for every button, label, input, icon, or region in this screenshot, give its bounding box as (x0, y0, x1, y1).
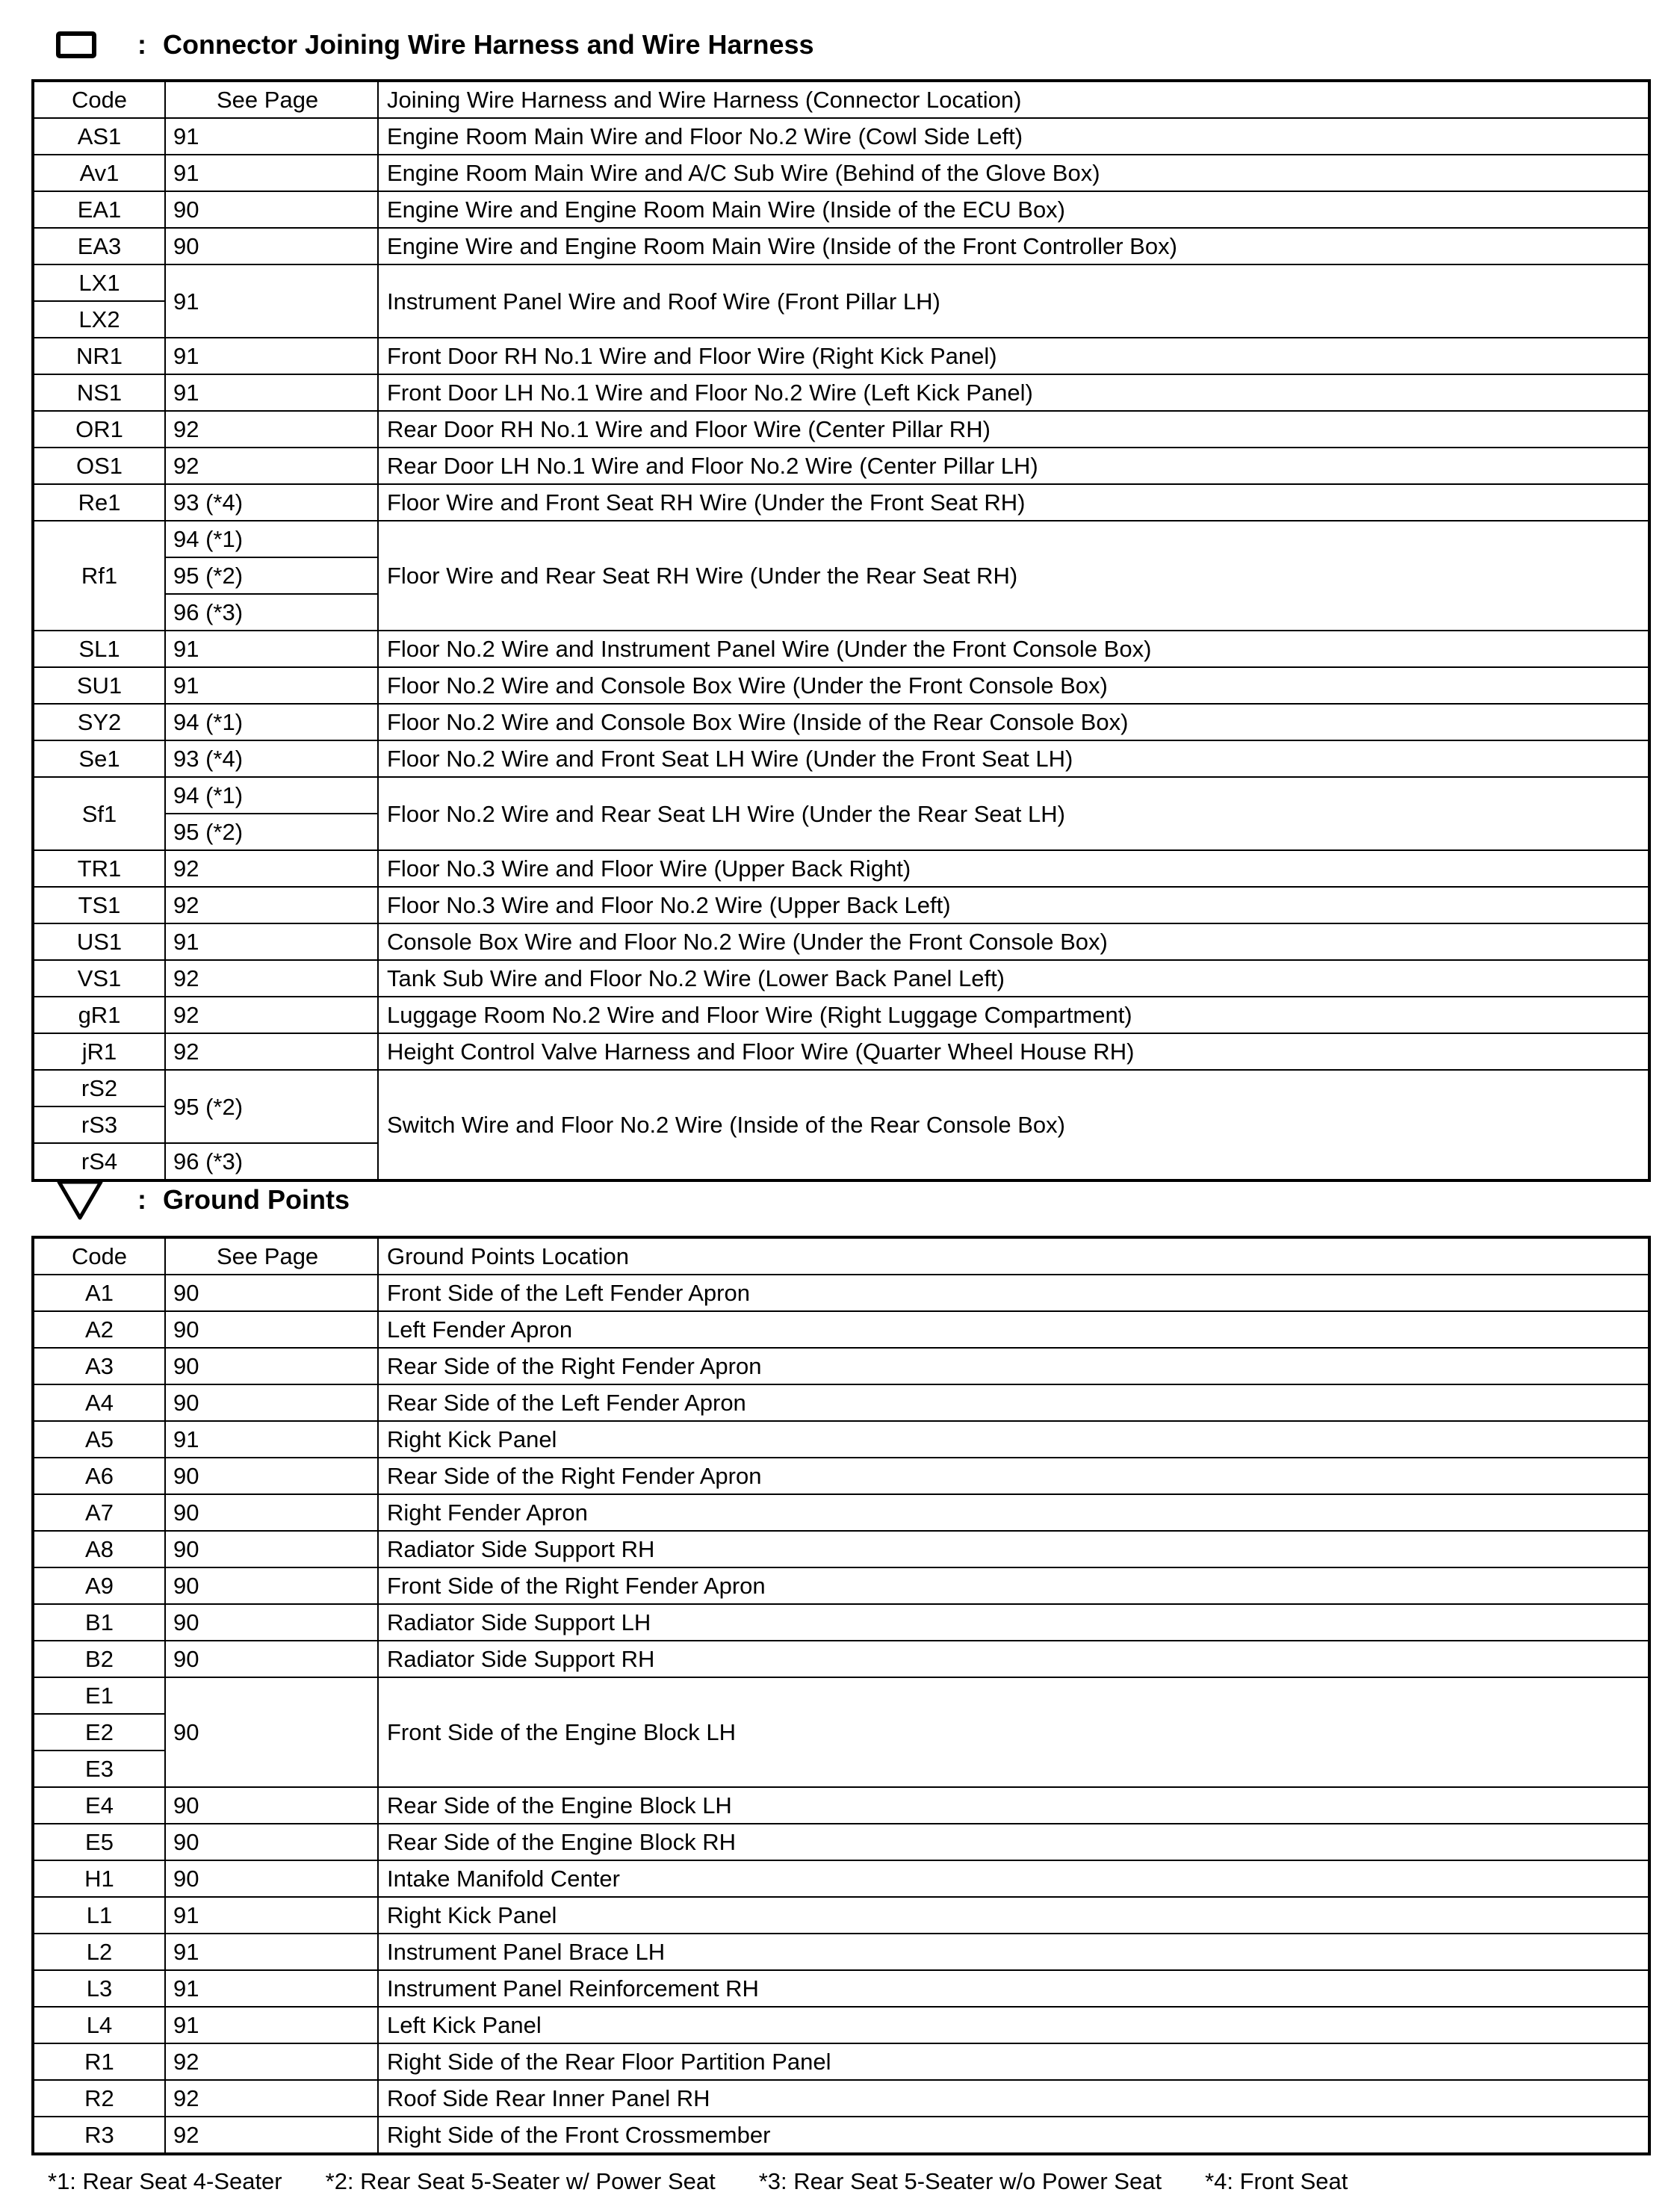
header-location: Ground Points Location (378, 1237, 1649, 1275)
see-page-cell: 90 (165, 228, 378, 264)
see-page-cell: 92 (165, 2080, 378, 2117)
section-colon: : (137, 1184, 146, 1215)
down-triangle-outline-icon (56, 1179, 104, 1221)
code-cell: R1 (33, 2043, 165, 2080)
location-cell: Rear Door RH No.1 Wire and Floor Wire (Center Pillar RH) (378, 411, 1649, 448)
table-row (33, 1348, 1649, 1384)
see-page-cell: 91 (165, 631, 378, 667)
location-cell: Height Control Valve Harness and Floor Wire (Quarter Wheel House RH) (378, 1033, 1649, 1070)
location-cell: Rear Side of the Right Fender Apron (378, 1348, 1649, 1384)
table-row (33, 1311, 1649, 1348)
header-row (33, 81, 1649, 118)
table-row (33, 191, 1649, 228)
section-colon: : (137, 29, 146, 60)
code-cell: E4 (33, 1787, 165, 1824)
table-row (33, 777, 1649, 814)
footnotes (48, 2168, 1654, 2195)
location-cell: Right Side of the Rear Floor Partition Panel (378, 2043, 1649, 2080)
ground-section-header (56, 1170, 350, 1230)
table-row (33, 850, 1649, 887)
location-cell: Rear Side of the Engine Block RH (378, 1824, 1649, 1860)
location-cell: Front Side of the Engine Block LH (378, 1677, 1649, 1787)
location-cell: Front Door LH No.1 Wire and Floor No.2 Wire (Left Kick Panel) (378, 374, 1649, 411)
see-page-cell: 95 (*2) (165, 1070, 378, 1143)
location-cell: Radiator Side Support RH (378, 1531, 1649, 1567)
see-page-cell: 95 (*2) (165, 557, 378, 594)
location-cell: Radiator Side Support RH (378, 1641, 1649, 1677)
connector-section-header (56, 15, 814, 75)
code-cell: EA1 (33, 191, 165, 228)
code-cell: LX1 (33, 264, 165, 301)
code-cell: A5 (33, 1421, 165, 1458)
table-row (33, 1641, 1649, 1677)
see-page-cell: 90 (165, 1384, 378, 1421)
location-cell: Rear Door LH No.1 Wire and Floor No.2 Wire (Center Pillar LH) (378, 448, 1649, 484)
code-cell: US1 (33, 923, 165, 960)
location-cell: Engine Wire and Engine Room Main Wire (Inside of the Front Controller Box) (378, 228, 1649, 264)
code-cell: Re1 (33, 484, 165, 521)
connector-table (31, 79, 1651, 1182)
code-cell: L3 (33, 1970, 165, 2007)
table-row (33, 155, 1649, 191)
code-cell: AS1 (33, 118, 165, 155)
location-cell: Left Kick Panel (378, 2007, 1649, 2043)
ground-table (31, 1236, 1651, 2155)
see-page-cell: 90 (165, 1311, 378, 1348)
code-cell: OR1 (33, 411, 165, 448)
code-cell: L4 (33, 2007, 165, 2043)
location-cell: Instrument Panel Wire and Roof Wire (Front Pillar LH) (378, 264, 1649, 338)
see-page-cell: 90 (165, 1494, 378, 1531)
location-cell: Engine Room Main Wire and Floor No.2 Wire (Cowl Side Left) (378, 118, 1649, 155)
table-row (33, 2043, 1649, 2080)
location-cell: Radiator Side Support LH (378, 1604, 1649, 1641)
square-outline-icon (56, 31, 96, 58)
table-row (33, 118, 1649, 155)
table-row (33, 2007, 1649, 2043)
code-cell: E1 (33, 1677, 165, 1714)
see-page-cell: 91 (165, 1970, 378, 2007)
see-page-cell: 90 (165, 1860, 378, 1897)
code-cell: H1 (33, 1860, 165, 1897)
table-row (33, 2080, 1649, 2117)
see-page-cell: 92 (165, 960, 378, 997)
code-cell: Av1 (33, 155, 165, 191)
code-cell: L2 (33, 1934, 165, 1970)
see-page-cell: 92 (165, 1033, 378, 1070)
code-cell: A8 (33, 1531, 165, 1567)
code-cell: L1 (33, 1897, 165, 1934)
code-cell: A3 (33, 1348, 165, 1384)
see-page-cell: 91 (165, 1897, 378, 1934)
see-page-cell: 90 (165, 1677, 378, 1787)
code-cell: rS2 (33, 1070, 165, 1106)
see-page-cell: 90 (165, 1641, 378, 1677)
see-page-cell: 90 (165, 1567, 378, 1604)
code-cell: A4 (33, 1384, 165, 1421)
see-page-cell: 90 (165, 1604, 378, 1641)
table-row (33, 1897, 1649, 1934)
see-page-cell: 96 (*3) (165, 1143, 378, 1180)
see-page-cell: 92 (165, 2117, 378, 2154)
see-page-cell: 90 (165, 1824, 378, 1860)
see-page-cell: 91 (165, 264, 378, 338)
footnote: *1: Rear Seat 4-Seater (48, 2168, 282, 2194)
code-cell: R3 (33, 2117, 165, 2154)
see-page-cell: 91 (165, 1421, 378, 1458)
table-row (33, 521, 1649, 557)
see-page-cell: 94 (*1) (165, 521, 378, 557)
code-cell: E2 (33, 1714, 165, 1751)
table-row (33, 1494, 1649, 1531)
location-cell: Floor No.3 Wire and Floor Wire (Upper Back Right) (378, 850, 1649, 887)
see-page-cell: 91 (165, 923, 378, 960)
see-page-cell: 92 (165, 997, 378, 1033)
code-cell: B2 (33, 1641, 165, 1677)
table-row (33, 1934, 1649, 1970)
see-page-cell: 92 (165, 411, 378, 448)
code-cell: A1 (33, 1275, 165, 1311)
location-cell: Floor No.2 Wire and Rear Seat LH Wire (Under the Rear Seat LH) (378, 777, 1649, 850)
code-cell: jR1 (33, 1033, 165, 1070)
location-cell: Console Box Wire and Floor No.2 Wire (Under the Front Console Box) (378, 923, 1649, 960)
see-page-cell: 91 (165, 374, 378, 411)
table-row (33, 631, 1649, 667)
location-cell: Right Kick Panel (378, 1897, 1649, 1934)
location-cell: Left Fender Apron (378, 1311, 1649, 1348)
location-cell: Engine Wire and Engine Room Main Wire (Inside of the ECU Box) (378, 191, 1649, 228)
code-cell: LX2 (33, 301, 165, 338)
code-cell: rS3 (33, 1106, 165, 1143)
location-cell: Floor Wire and Front Seat RH Wire (Under the Front Seat RH) (378, 484, 1649, 521)
code-cell: gR1 (33, 997, 165, 1033)
header-row (33, 1237, 1649, 1275)
header-see-page: See Page (165, 1237, 378, 1275)
location-cell: Floor No.3 Wire and Floor No.2 Wire (Upper Back Left) (378, 887, 1649, 923)
see-page-cell: 90 (165, 1348, 378, 1384)
table-row (33, 484, 1649, 521)
see-page-cell: 95 (*2) (165, 814, 378, 850)
code-cell: SU1 (33, 667, 165, 704)
code-cell: E5 (33, 1824, 165, 1860)
location-cell: Rear Side of the Engine Block LH (378, 1787, 1649, 1824)
see-page-cell: 92 (165, 448, 378, 484)
code-cell: A7 (33, 1494, 165, 1531)
table-row (33, 887, 1649, 923)
header-code: Code (33, 1237, 165, 1275)
code-cell: NR1 (33, 338, 165, 374)
code-cell: NS1 (33, 374, 165, 411)
location-cell: Switch Wire and Floor No.2 Wire (Inside of the Rear Console Box) (378, 1070, 1649, 1180)
see-page-cell: 96 (*3) (165, 594, 378, 631)
see-page-cell: 91 (165, 667, 378, 704)
code-cell: A9 (33, 1567, 165, 1604)
code-cell: Se1 (33, 740, 165, 777)
location-cell: Rear Side of the Right Fender Apron (378, 1458, 1649, 1494)
location-cell: Right Kick Panel (378, 1421, 1649, 1458)
table-row (33, 374, 1649, 411)
see-page-cell: 93 (*4) (165, 740, 378, 777)
footnote: *3: Rear Seat 5-Seater w/o Power Seat (758, 2168, 1162, 2194)
location-cell: Front Side of the Right Fender Apron (378, 1567, 1649, 1604)
location-cell: Front Side of the Left Fender Apron (378, 1275, 1649, 1311)
table-row (33, 1604, 1649, 1641)
see-page-cell: 91 (165, 1934, 378, 1970)
table-row (33, 740, 1649, 777)
location-cell: Instrument Panel Reinforcement RH (378, 1970, 1649, 2007)
code-cell: R2 (33, 2080, 165, 2117)
table-row (33, 338, 1649, 374)
code-cell: TR1 (33, 850, 165, 887)
code-cell: B1 (33, 1604, 165, 1641)
location-cell: Right Side of the Front Crossmember (378, 2117, 1649, 2154)
see-page-cell: 92 (165, 850, 378, 887)
table-row (33, 1677, 1649, 1714)
location-cell: Roof Side Rear Inner Panel RH (378, 2080, 1649, 2117)
code-cell: TS1 (33, 887, 165, 923)
code-cell: rS4 (33, 1143, 165, 1180)
code-cell: A2 (33, 1311, 165, 1348)
location-cell: Instrument Panel Brace LH (378, 1934, 1649, 1970)
code-cell: SL1 (33, 631, 165, 667)
ground-section-title: Ground Points (163, 1184, 350, 1215)
table-row (33, 704, 1649, 740)
table-row (33, 960, 1649, 997)
table-row (33, 1567, 1649, 1604)
table-row (33, 1787, 1649, 1824)
code-cell: Rf1 (33, 521, 165, 631)
see-page-cell: 90 (165, 1458, 378, 1494)
header-code: Code (33, 81, 165, 118)
code-cell: SY2 (33, 704, 165, 740)
code-cell: Sf1 (33, 777, 165, 850)
location-cell: Floor No.2 Wire and Console Box Wire (Under the Front Console Box) (378, 667, 1649, 704)
location-cell: Intake Manifold Center (378, 1860, 1649, 1897)
table-row (33, 1070, 1649, 1106)
table-row (33, 264, 1649, 301)
location-cell: Rear Side of the Left Fender Apron (378, 1384, 1649, 1421)
location-cell: Luggage Room No.2 Wire and Floor Wire (Right Luggage Compartment) (378, 997, 1649, 1033)
footnote: *4: Front Seat (1205, 2168, 1348, 2194)
table-row (33, 667, 1649, 704)
location-cell: Floor Wire and Rear Seat RH Wire (Under the Rear Seat RH) (378, 521, 1649, 631)
table-row (33, 1033, 1649, 1070)
see-page-cell: 94 (*1) (165, 704, 378, 740)
location-cell: Tank Sub Wire and Floor No.2 Wire (Lower Back Panel Left) (378, 960, 1649, 997)
table-row (33, 2117, 1649, 2154)
table-row (33, 997, 1649, 1033)
location-cell: Front Door RH No.1 Wire and Floor Wire (Right Kick Panel) (378, 338, 1649, 374)
code-cell: A6 (33, 1458, 165, 1494)
location-cell: Floor No.2 Wire and Front Seat LH Wire (Under the Front Seat LH) (378, 740, 1649, 777)
location-cell: Floor No.2 Wire and Instrument Panel Wire (Under the Front Console Box) (378, 631, 1649, 667)
code-cell: VS1 (33, 960, 165, 997)
see-page-cell: 93 (*4) (165, 484, 378, 521)
header-see-page: See Page (165, 81, 378, 118)
code-cell: EA3 (33, 228, 165, 264)
see-page-cell: 91 (165, 338, 378, 374)
see-page-cell: 90 (165, 1531, 378, 1567)
table-row (33, 1421, 1649, 1458)
footnote: *2: Rear Seat 5-Seater w/ Power Seat (325, 2168, 716, 2194)
table-row (33, 923, 1649, 960)
location-cell: Engine Room Main Wire and A/C Sub Wire (Behind of the Glove Box) (378, 155, 1649, 191)
table-row (33, 1824, 1649, 1860)
see-page-cell: 94 (*1) (165, 777, 378, 814)
see-page-cell: 91 (165, 118, 378, 155)
location-cell: Right Fender Apron (378, 1494, 1649, 1531)
code-cell: OS1 (33, 448, 165, 484)
connector-section-title: Connector Joining Wire Harness and Wire Harness (163, 29, 814, 60)
header-location: Joining Wire Harness and Wire Harness (Connector Location) (378, 81, 1649, 118)
see-page-cell: 92 (165, 2043, 378, 2080)
location-cell: Floor No.2 Wire and Console Box Wire (Inside of the Rear Console Box) (378, 704, 1649, 740)
see-page-cell: 90 (165, 1787, 378, 1824)
table-row (33, 411, 1649, 448)
table-row (33, 1384, 1649, 1421)
see-page-cell: 92 (165, 887, 378, 923)
table-row (33, 1531, 1649, 1567)
table-row (33, 448, 1649, 484)
table-row (33, 1458, 1649, 1494)
see-page-cell: 91 (165, 2007, 378, 2043)
table-row (33, 1275, 1649, 1311)
table-row (33, 1970, 1649, 2007)
see-page-cell: 90 (165, 1275, 378, 1311)
table-row (33, 228, 1649, 264)
see-page-cell: 91 (165, 155, 378, 191)
table-row (33, 1860, 1649, 1897)
see-page-cell: 90 (165, 191, 378, 228)
code-cell: E3 (33, 1751, 165, 1787)
